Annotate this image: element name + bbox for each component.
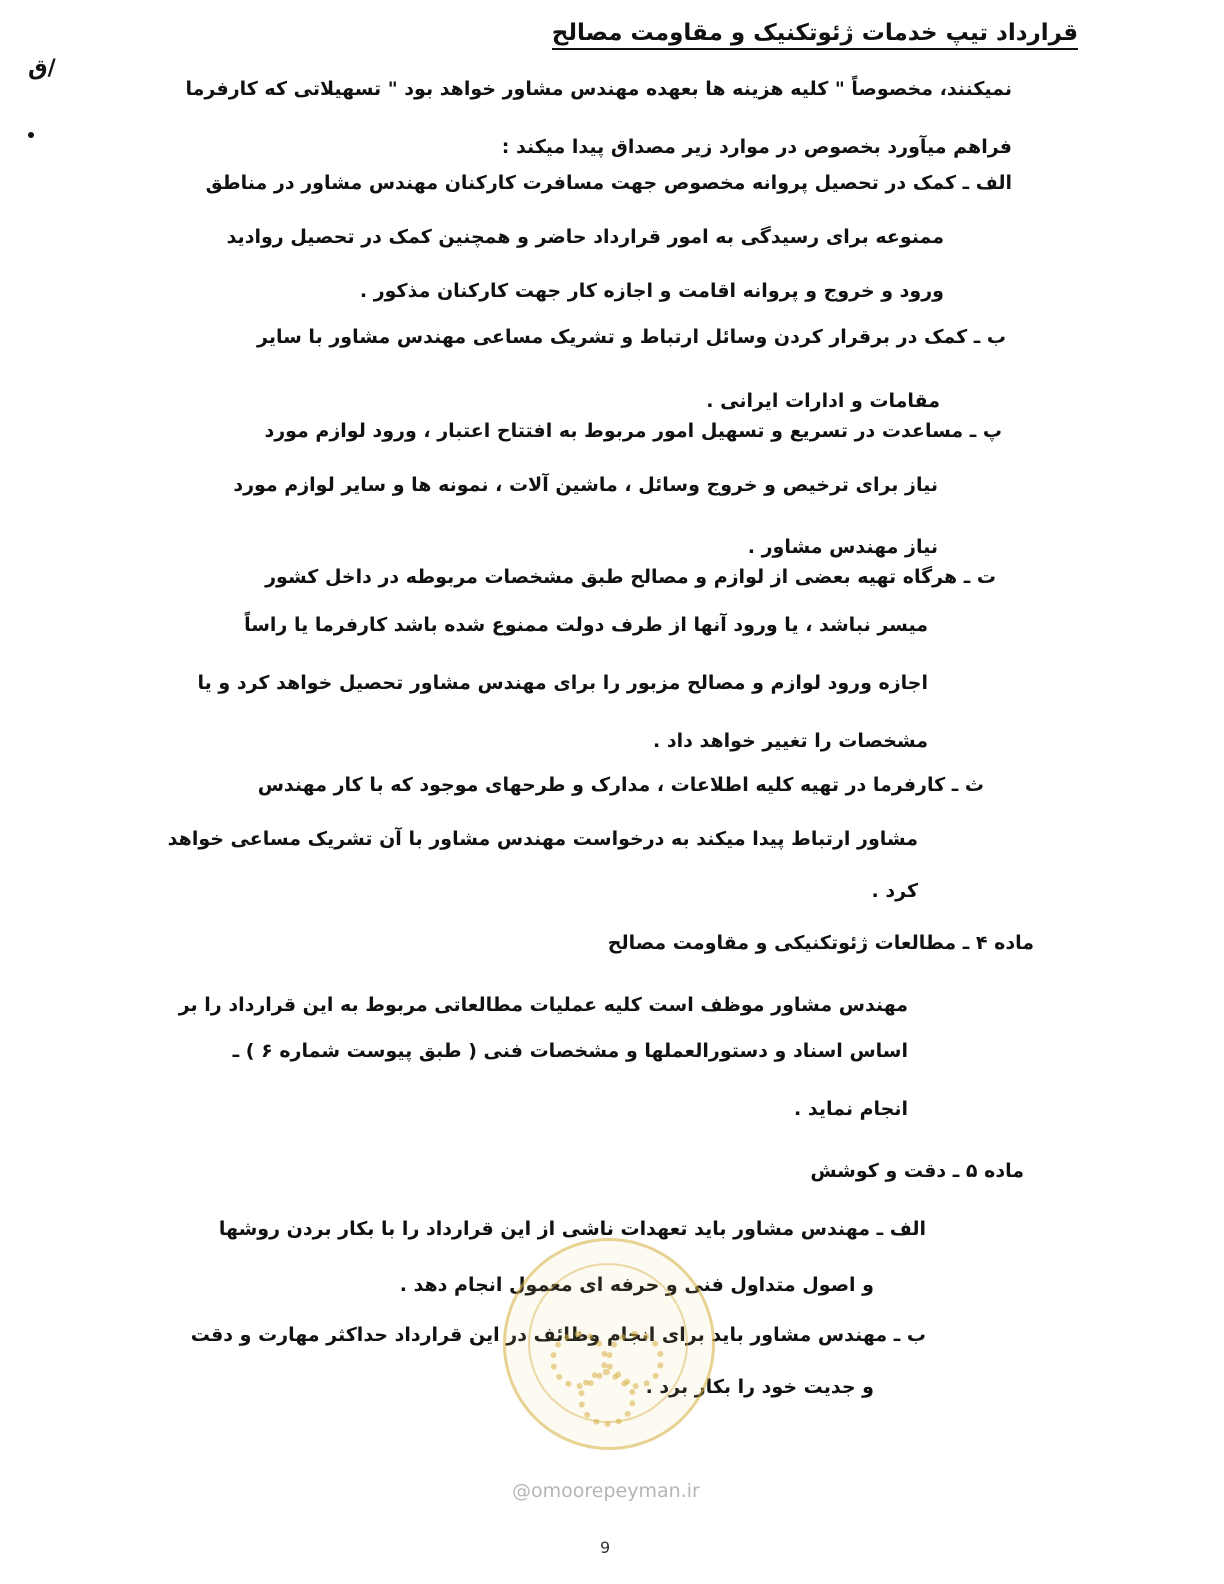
- body-line: ممنوعه برای رسیدگی به امور قرارداد حاضر و همچنین کمک در تحصیل روادید: [226, 226, 944, 248]
- body-line: مشخصات را تغییر خواهد داد .: [653, 730, 928, 752]
- body-line: پ ـ مساعدت در تسریع و تسهیل امور مربوط به افتتاح اعتبار ، ورود لوازم مورد: [264, 420, 1002, 442]
- margin-note: ق/: [28, 56, 56, 81]
- body-line: نیاز مهندس مشاور .: [747, 536, 938, 558]
- section-heading: ماده ۵ ـ دقت و کوشش: [810, 1160, 1024, 1182]
- body-line: و اصول متداول فنی و حرفه ای معمول انجام دهد .: [399, 1274, 874, 1296]
- document-header: قرارداد تیپ خدمات ژئوتکنیک و مقاومت مصالح: [552, 20, 1078, 50]
- gear-icon: [578, 1369, 636, 1427]
- body-line: مهندس مشاور موظف است کلیه عملیات مطالعاتی مربوط به این قرارداد را بر: [178, 994, 908, 1016]
- body-line: نمیکنند، مخصوصاً " کلیه هزینه ها بعهده مهندس مشاور خواهد بود " تسهیلاتی که کارفرما: [185, 78, 1012, 100]
- body-line: کرد .: [871, 880, 918, 902]
- body-line: اجازه ورود لوازم و مصالح مزبور را برای مهندس مشاور تحصیل خواهد کرد و یا: [197, 672, 928, 694]
- body-line: ورود و خروج و پروانه اقامت و اجازه کار جهت کارکنان مذکور .: [359, 280, 944, 302]
- watermark-text: @omoorepeyman.ir: [512, 1480, 700, 1502]
- body-line: ث ـ کارفرما در تهیه کلیه اطلاعات ، مدارک و طرحهای موجود که با کار مهندس: [257, 774, 984, 796]
- body-line: ت ـ هرگاه تهیه بعضی از لوازم و مصالح طبق مشخصات مربوطه در داخل کشور: [265, 566, 996, 588]
- body-line: مقامات و ادارات ایرانی .: [706, 390, 940, 412]
- page-number: 9: [600, 1538, 611, 1557]
- body-line: و جدیت خود را بکار برد .: [645, 1376, 874, 1398]
- body-line: اساس اسناد و دستورالعملها و مشخصات فنی ( طبق پیوست شماره ۶ ) ـ: [232, 1040, 908, 1062]
- section-heading: ماده ۴ ـ مطالعات ژئوتکنیکی و مقاومت مصالح: [607, 932, 1034, 954]
- body-line: انجام نماید .: [794, 1098, 908, 1120]
- margin-dot: [28, 132, 34, 138]
- watermark-seal: [503, 1238, 715, 1450]
- body-line: فراهم میآورد بخصوص در موارد زیر مصداق پیدا میکند :: [501, 136, 1012, 158]
- body-line: میسر نباشد ، یا ورود آنها از طرف دولت ممنوع شده باشد کارفرما یا راساً: [244, 614, 928, 636]
- body-line: مشاور ارتباط پیدا میکند به درخواست مهندس مشاور با آن تشریک مساعی خواهد: [167, 828, 918, 850]
- body-line: الف ـ کمک در تحصیل پروانه مخصوص جهت مسافرت کارکنان مهندس مشاور در مناطق: [205, 172, 1012, 194]
- body-line: نیاز برای ترخیص و خروج وسائل ، ماشین آلات ، نمونه ها و سایر لوازم مورد: [233, 474, 938, 496]
- body-line: ب ـ مهندس مشاور باید برای انجام وظائف در این قرارداد حداکثر مهارت و دقت: [190, 1324, 926, 1346]
- body-line: الف ـ مهندس مشاور باید تعهدات ناشی از این قرارداد را با بکار بردن روشها: [218, 1218, 926, 1240]
- body-line: ب ـ کمک در برقرار کردن وسائل ارتباط و تشریک مساعی مهندس مشاور با سایر: [257, 326, 1006, 348]
